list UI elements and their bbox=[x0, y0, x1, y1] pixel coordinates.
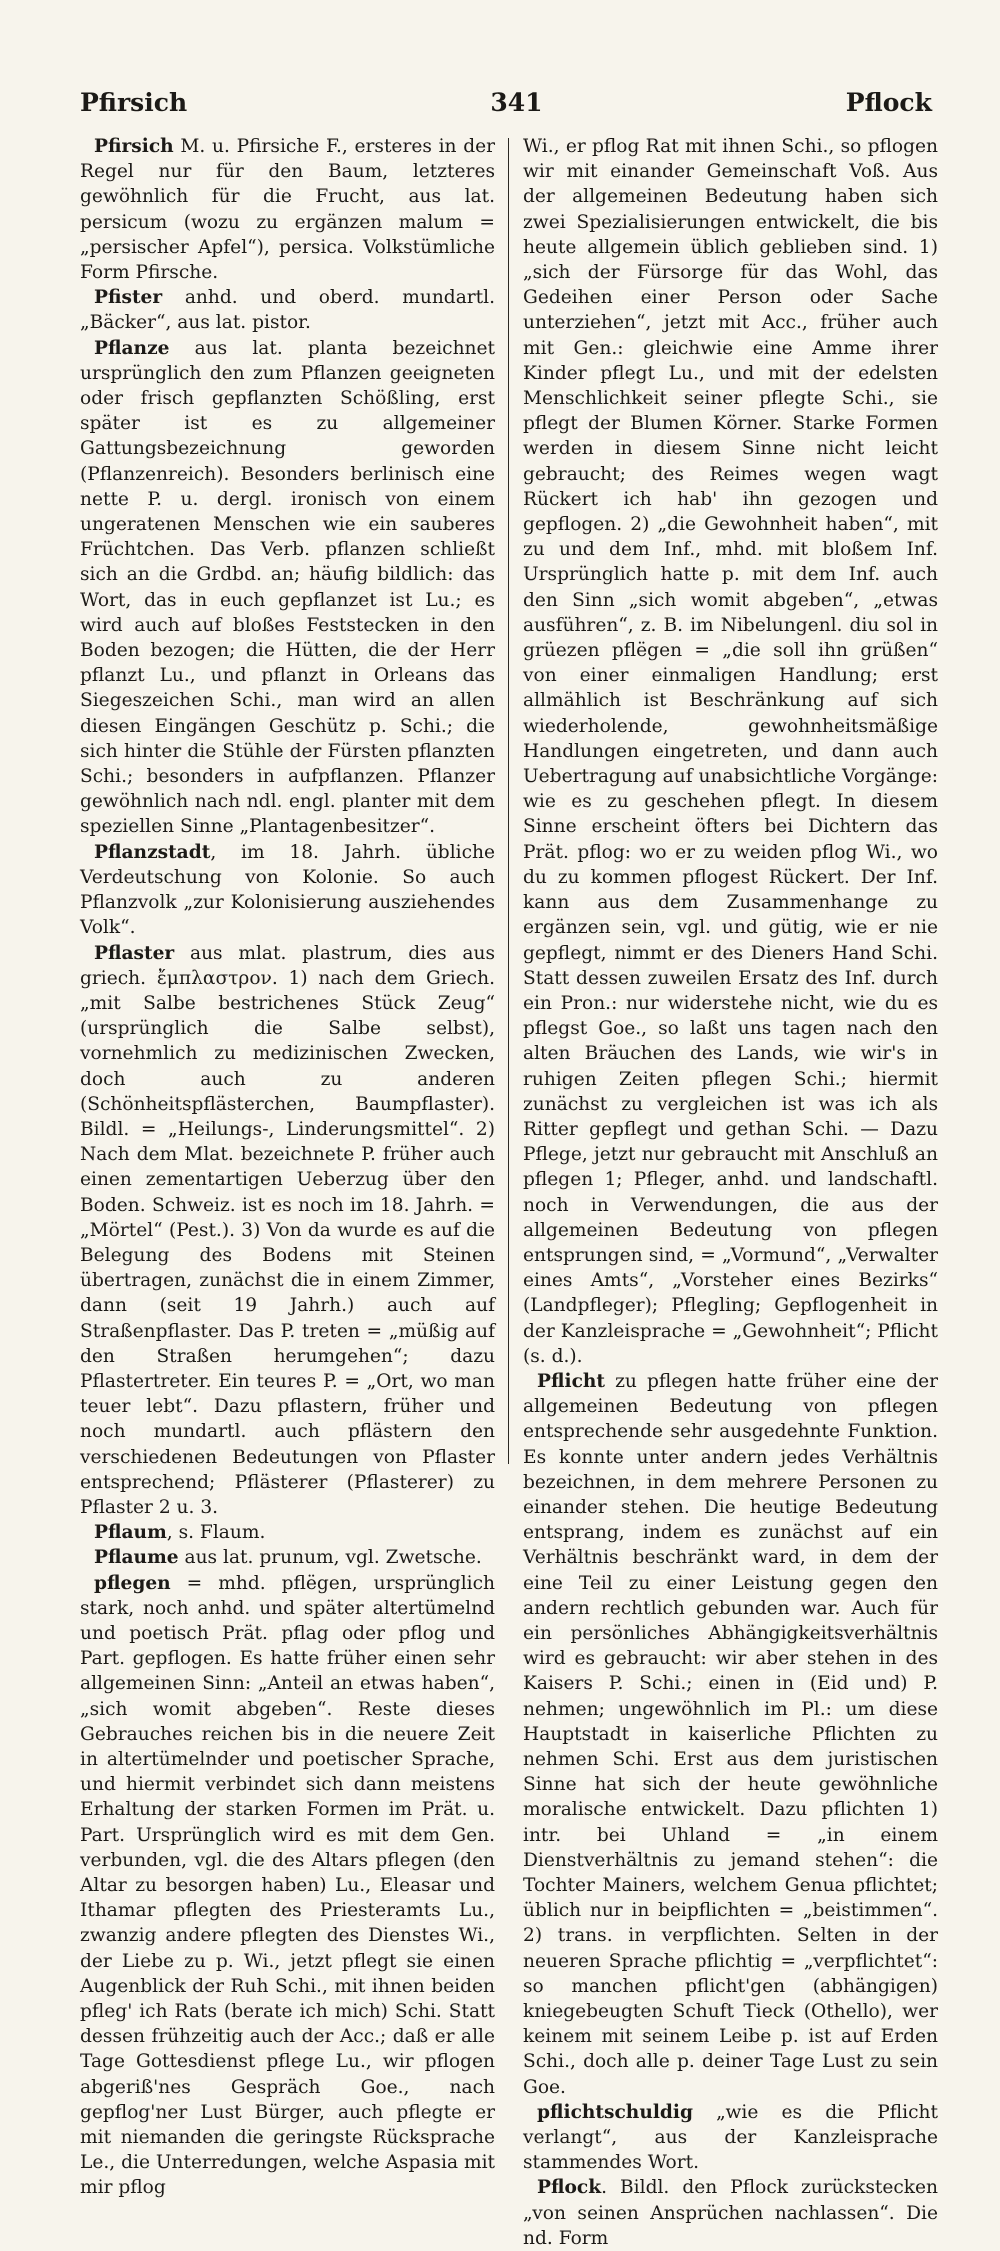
entry-text: aus lat. planta bezeichnet ursprünglich den zum Pflanzen geeigneten oder frisch gepflanzten Schößling, erst später ist es zu allgemeiner Gattungsbezeichnung geworden (Pflanzenreich). Besonders berlinisch eine nette P. u. dergl. ironisch von einem ungeratenen Menschen wie ein sauberes Früchtchen. Das Verb. pflanzen schließt sich an die Grdbd. an; häufig bildlich: das Wort, das in euch gepflanzet ist Lu.; es wird auch auf bloßes Feststecken in den Boden bezogen; die Hütten, die der Herr pflanzt Lu., und pflanzt in Orleans das Siegeszeichen Schi., man wird an allen diesen Eingängen Geschütz p. Schi.; die sich hinter die Stühle der Fürsten pflanzten Schi.; besonders in aufpflanzen. Pflanzer gewöhnlich nach ndl. engl. planter mit dem speziellen Sinne „Plantagenbesitzer“. bbox=[80, 337, 495, 838]
entry-pflegen-continued bbox=[523, 134, 938, 1369]
right-column bbox=[509, 134, 938, 2249]
entry-text: = mhd. pflëgen, ursprünglich stark, noch anhd. und später altertümelnd und poetisch Prät. pflag oder pflog und Part. gepflogen. Es hatte früher einen sehr allgemeinen Sinn: „Anteil an etwas haben“, „sich womit abgeben“. Reste dieses Gebrauches reichen bis in die neuere Zeit in altertümelnder und poetischer Sprache, und hiermit verbindet sich dann meistens Erhaltung der starken Formen im Prät. u. Part. Ursprünglich wird es mit dem Gen. verbunden, vgl. die des Altars pflegen (den Altar zu besorgen haben) Lu., Eleasar und Ithamar pflegten des Priesteramts Lu., zwanzig andere pflegten des Dienstes Wi., der Liebe zu p. Wi., jetzt pflegt sie einen Augenblick der Ruh Schi., mit ihnen beiden pfleg' ich Rats (berate ich mich) Schi. Statt dessen frühzeitig auch der Acc.; daß er alle Tage Gottesdienst pflege Lu., wir pflogen abgeriß'nes Gespräch Goe., nach gepflog'ner Lust Bürger, auch pflegte er mit niemanden die geringste Rücksprache Le., die Unterredungen, welche Aspasia mit mir pflog bbox=[80, 1572, 495, 2199]
entry-text: „wie es die Pflicht verlangt“, aus der Kanzleisprache stammendes Wort. bbox=[523, 2101, 938, 2174]
header-right-catchword: Pflock bbox=[845, 87, 932, 117]
entry-pflanzstadt bbox=[80, 840, 495, 941]
entry-pflaster bbox=[80, 941, 495, 1521]
entry-text: zu pflegen hatte früher eine der allgemeinen Bedeutung von pflegen entsprechende sehr ausgedehnte Funktion. Es konnte unter andern jedes Verhältnis bezeichnen, in dem mehrere Personen zu einander stehen. Die heutige Bedeutung entsprang, indem es zunächst auf ein Verhältnis beschränkt ward, in dem der eine Teil zu einer Leistung gegen den andern rechtlich gebunden war. Auch für ein persönliches Abhängigkeitsverhältnis wird es gebraucht: wir aber stehen in des Kaisers P. Schi.; einen in (Eid und) P. nehmen; ungewöhnlich im Pl.: um diese Hauptstadt in kaiserliche Pflichten zu nehmen Schi. Erst aus dem juristischen Sinne hat sich der heute gewöhnliche moralische entwickelt. Dazu pflichten 1) intr. bei Uhland = „in einem Dienstverhältnis zu jemand stehen“: die Tochter Mainers, welchem Genua pflichtet; üblich nur in beipflichten = „beistimmen“. 2) trans. in verpflichten. Selten in der neueren Sprache pflichtig = „verpflichtet“: so manchen pflicht'gen (abhängigen) kniegebeugten Schuft Tieck (Othello), wer keinem mit seinem Leibe p. ist auf Erden Schi., doch alle p. deiner Tage Lust zu sein Goe. bbox=[523, 1370, 938, 2098]
entry-pflicht bbox=[523, 1369, 938, 2100]
entry-lemma: Pflanzstadt bbox=[94, 841, 211, 863]
entry-text: aus lat. prunum, vgl. Zwetsche. bbox=[178, 1547, 482, 1569]
entry-lemma: Pfirsich bbox=[94, 136, 174, 157]
entry-lemma: Pflaster bbox=[94, 942, 175, 964]
entry-pfirsich bbox=[80, 134, 495, 285]
entry-lemma: Pflaum bbox=[94, 1522, 167, 1544]
entry-lemma: Pflanze bbox=[94, 337, 170, 359]
entry-pfister bbox=[80, 285, 495, 335]
entry-text: , im 18. Jahrh. übliche Verdeutschung von Kolonie. So auch Pflanzvolk „zur Kolonisierung ausziehendes Volk“. bbox=[80, 841, 495, 939]
entry-lemma: Pflock bbox=[537, 2177, 602, 2199]
text-columns bbox=[80, 134, 938, 2249]
entry-lemma: pflichtschuldig bbox=[537, 2101, 693, 2123]
entry-pflaum bbox=[80, 1520, 495, 1545]
left-column bbox=[80, 134, 508, 2199]
entry-lemma: Pflicht bbox=[537, 1370, 605, 1392]
entry-text: . Bildl. den Pflock zurückstecken „von seinen Ansprüchen nachlassen“. Die nd. Form bbox=[523, 2177, 938, 2249]
entry-pflegen bbox=[80, 1571, 495, 2201]
entry-pflock bbox=[523, 2175, 938, 2251]
entry-text: anhd. und oberd. mundartl. „Bäcker“, aus lat. pistor. bbox=[80, 287, 495, 334]
entry-text: , s. Flaum. bbox=[166, 1522, 266, 1544]
page-number: 341 bbox=[490, 87, 543, 117]
entry-pflaume bbox=[80, 1545, 495, 1570]
entry-lemma: Pfister bbox=[94, 287, 163, 309]
entry-text: M. u. Pfirsiche F., ersteres in der Regel nur für den Baum, letzteres gewöhnlich für die Frucht, aus lat. persicum (wozu zu ergänzen malum = „persischer Apfel“), persica. Volkstümliche Form Pfirsche. bbox=[80, 136, 495, 284]
entry-pflanze bbox=[80, 336, 495, 840]
entry-lemma: pflegen bbox=[94, 1572, 171, 1594]
header-left-catchword: Pfirsich bbox=[80, 87, 188, 117]
entry-lemma: Pflaume bbox=[94, 1547, 179, 1569]
entry-text: aus mlat. plastrum, dies aus griech. ἔμπλαστρον. 1) nach dem Griech. „mit Salbe bestrichenes Stück Zeug“ (ursprünglich die Salbe selbst), vornehmlich zu medizinischen Zwecken, doch auch zu anderen (Schönheitspflästerchen, Baumpflaster). Bildl. = „Heilungs-, Linderungsmittel“. 2) Nach dem Mlat. bezeichnete P. früher auch einen zementartigen Ueberzug über den Boden. Schweiz. ist es noch im 18. Jahrh. = „Mörtel“ (Pest.). 3) Von da wurde es auf die Belegung des Bodens mit Steinen übertragen, zunächst die in einem Zimmer, dann (seit 19 Jahrh.) auch auf Straßenpflaster. Das P. treten = „müßig auf den Straßen herumgehen“; dazu Pflastertreter. Ein teures P. = „Ort, wo man teuer lebt“. Dazu pflastern, früher und noch mundartl. auch pflästern den verschiedenen Bedeutungen von Pflaster entsprechend; Pflästerer (Pflasterer) zu Pflaster 2 u. 3. bbox=[80, 942, 495, 1518]
entry-text: Wi., er pflog Rat mit ihnen Schi., so pflogen wir mit einander Gemeinschaft Voß. Aus der allgemeinen Bedeutung haben sich zwei Spezialisierungen entwickelt, die bis heute allgemein üblich geblieben sind. 1) „sich der Fürsorge für das Wohl, das Gedeihen einer Person oder Sache unterziehen“, jetzt mit Acc., früher auch mit Gen.: gleichwie eine Amme ihrer Kinder pflegt Lu., und mit der edelsten Menschlichkeit seiner pflegte Schi., sie pflegt der Blumen Körner. Starke Formen werden in diesem Sinne nicht leicht gebraucht; des Reimes wegen wagt Rückert ich hab' ihn gezogen und gepflogen. 2) „die Gewohnheit haben“, mit zu und dem Inf., mhd. mit bloßem Inf. Ursprünglich hatte p. mit dem Inf. auch den Sinn „sich womit abgeben“, „etwas ausführen“, z. B. im Nibelungenl. diu sol in grüezen pflëgen = „die soll ihn grüßen“ von einer einmaligen Handlung; erst allmählich ist Beschränkung auf sich wiederholende, gewohnheitsmäßige Handlungen eingetreten, und dann auch Uebertragung auf unabsichtliche Vorgänge: wie es zu geschehen pflegt. In diesem Sinne erscheint öfters bei Dichtern das Prät. pflog: wo er zu weiden pflog Wi., wo du zu kommen pflogest Rückert. Der Inf. kann aus dem Zusammenhange zu ergänzen sein, vgl. und gütig, wie er nie gepflegt, nimmt er des Dieners Hand Schi. Statt dessen zuweilen Ersatz des Inf. durch ein Pron.: nur widerstehe nicht, wie du es pflegst Goe., so laßt uns tagen nach den alten Bräuchen des Lands, wie wir's in ruhigen Zeiten pflegen Schi.; hiermit zunächst zu vergleichen ist was ich als Ritter gepflegt und gethan Schi. — Dazu Pflege, jetzt nur gebraucht mit Anschluß an pflegen 1; Pfleger, anhd. und landschaftl. noch in Verwendungen, die aus der allgemeinen Bedeutung von pflegen entsprungen sind, = „Vormund“, „Verwalter eines Amts“, „Vorsteher eines Bezirks“ (Landpfleger); Pflegling; Gepflogenheit in der Kanzleisprache = „Gewohnheit“; Pflicht (s. d.). bbox=[523, 136, 938, 1367]
entry-pflichtschuldig bbox=[523, 2100, 938, 2176]
page-header bbox=[80, 82, 932, 122]
